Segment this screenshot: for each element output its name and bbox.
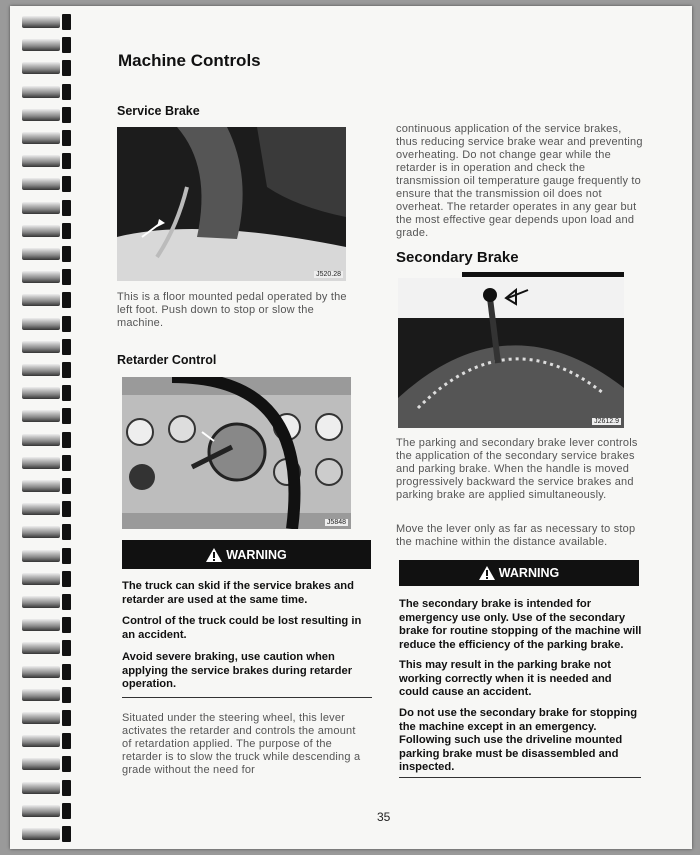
secondary-warning-1: The secondary brake is intended for emergency use only. Use of the secondary brake for routine stopping of the machine will reduce the efficiency of the parking brake. xyxy=(399,598,642,651)
service-brake-heading: Service Brake xyxy=(117,104,200,118)
retarder-text: Situated under the steering wheel, this lever activates the retarder and controls the amount of retardation applied. The purpose of the retarder is to slow the truck while descending a grade without the need for xyxy=(122,712,361,776)
secondary-brake-photo xyxy=(398,278,624,428)
binding-ring xyxy=(22,84,72,100)
binding-ring xyxy=(22,362,72,378)
binding-ring xyxy=(22,780,72,796)
retarder-warning-1: The truck can skid if the service brakes and retarder are used at the same time. xyxy=(122,580,354,606)
spiral-binding xyxy=(10,6,85,849)
secondary-brake-text-2: Move the lever only as far as necessary to stop the machine within the distance available. xyxy=(396,523,636,548)
secondary-brake-text-1: The parking and secondary brake lever controls the application of the secondary service brakes and parking brake. When the handle is moved progressively backward the service brakes and parking brake are applied simultaneously. xyxy=(396,437,638,501)
binding-ring xyxy=(22,478,72,494)
binding-ring xyxy=(22,501,72,517)
heading-bar xyxy=(462,272,624,277)
secondary-brake-heading: Secondary Brake xyxy=(396,249,519,266)
warning-label: WARNING xyxy=(226,547,287,562)
binding-ring xyxy=(22,130,72,146)
binding-ring xyxy=(22,710,72,726)
binding-ring xyxy=(22,594,72,610)
photo-reference: J520.28 xyxy=(316,271,341,278)
manual-page xyxy=(10,6,692,849)
binding-ring xyxy=(22,223,72,239)
secondary-warning-2: This may result in the parking brake not working correctly when it is needed and could cause an accident. xyxy=(399,659,612,698)
photo-reference: J5848 xyxy=(326,519,346,526)
warning-banner xyxy=(399,560,639,586)
binding-ring xyxy=(22,548,72,564)
warning-label: WARNING xyxy=(498,566,560,580)
lever-illustration xyxy=(398,278,624,428)
service-brake-photo xyxy=(117,127,346,281)
binding-ring xyxy=(22,385,72,401)
retarder-text-continued: continuous application of the service brakes, thus reducing service brake wear and preventing overheating. Do not change gear while the retarder is in operation and check the transmission oil temperature gauge frequently to ensure that the transmission oil does not overheat. The retarder operates in any gear but the most effective gear depends upon load and grade. xyxy=(396,123,643,239)
binding-ring xyxy=(22,524,72,540)
secondary-warning-3: Do not use the secondary brake for stopping the machine except in an emergency. Following such use the driveline mounted parking brake must be disassembled and inspected. xyxy=(399,707,638,773)
pedal-illustration xyxy=(117,127,346,281)
photo-reference: J2612.9 xyxy=(594,418,619,425)
retarder-photo xyxy=(122,377,351,529)
binding-ring xyxy=(22,455,72,471)
binding-ring xyxy=(22,153,72,169)
service-brake-text: This is a floor mounted pedal operated by the left foot. Push down to stop or slow the machine. xyxy=(117,291,347,329)
binding-ring xyxy=(22,37,72,53)
section-divider xyxy=(122,697,372,698)
page-title: Machine Controls xyxy=(118,51,261,70)
retarder-warning-3: Avoid severe braking, use caution when applying the service brakes during retarder operation. xyxy=(122,651,353,690)
binding-ring xyxy=(22,687,72,703)
binding-ring xyxy=(22,292,72,308)
page-number: 35 xyxy=(377,810,391,824)
binding-ring xyxy=(22,200,72,216)
binding-ring xyxy=(22,408,72,424)
binding-ring xyxy=(22,339,72,355)
retarder-heading: Retarder Control xyxy=(117,353,217,367)
binding-ring xyxy=(22,617,72,633)
section-divider xyxy=(399,777,641,778)
binding-ring xyxy=(22,432,72,448)
binding-ring xyxy=(22,756,72,772)
binding-ring xyxy=(22,269,72,285)
dashboard-illustration xyxy=(122,377,351,529)
binding-ring xyxy=(22,107,72,123)
binding-ring xyxy=(22,14,72,30)
binding-ring xyxy=(22,60,72,76)
binding-ring xyxy=(22,246,72,262)
binding-ring xyxy=(22,733,72,749)
binding-ring xyxy=(22,176,72,192)
binding-ring xyxy=(22,803,72,819)
warning-banner xyxy=(122,540,371,569)
binding-ring xyxy=(22,826,72,842)
binding-ring xyxy=(22,664,72,680)
warning-triangle-icon xyxy=(206,548,222,562)
retarder-warning-2: Control of the truck could be lost resulting in an accident. xyxy=(122,615,362,641)
binding-ring xyxy=(22,571,72,587)
binding-ring xyxy=(22,316,72,332)
binding-ring xyxy=(22,640,72,656)
warning-triangle-icon xyxy=(479,566,495,580)
